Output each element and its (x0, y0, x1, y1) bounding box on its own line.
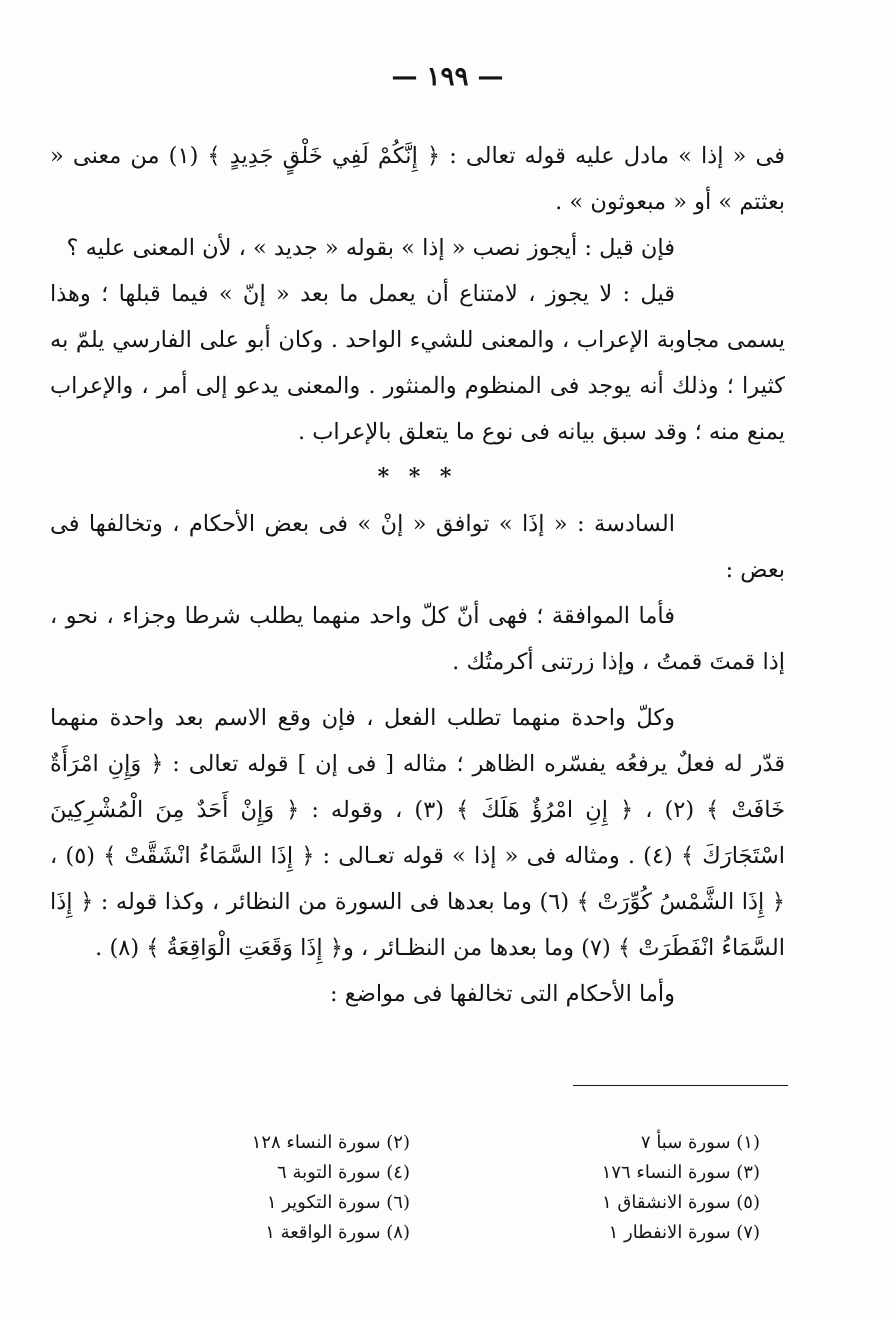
footnote: (٦) سورة التكوير ١ (266, 1192, 410, 1213)
paragraph: وأما الأحكام التى تخالفها فى مواضع : (330, 981, 675, 1007)
section-divider: * * * (377, 464, 458, 490)
footnote: (٢) سورة النساء ١٢٨ (251, 1132, 410, 1153)
footnote: (٤) سورة التوبة ٦ (277, 1162, 410, 1183)
footnote: (٣) سورة النساء ١٧٦ (601, 1162, 760, 1183)
footnote-rule (573, 1085, 788, 1086)
paragraph: قيل : لا يجوز ، لامتناع أن يعمل ما بعد « إنّ » فيما قبلها ؛ وهذا يسمى مجاوبة الإعراب ، والمعنى للشيء الواحد . وكان أبو على الفارسي يلمّ به كثيرا ؛ وذلك أنه يوجد فى المنظوم والمنثور . والمعنى يدعو إلى أمر ، والإعراب يمنع منه ؛ وقد سبق بيانه فى نوع ما يتعلق بالإعراب . (50, 281, 785, 445)
footnote: (٧) سورة الانفطار ١ (608, 1222, 760, 1243)
paragraph: فأما الموافقة ؛ فهى أنّ كلّ واحد منهما يطلب شرطا وجزاء ، نحو ، إذا قمتَ قمتُ ، وإذا زرتنى أكرمتُك . (50, 603, 785, 675)
paragraph: فإن قيل : أيجوز نصب « إذا » بقوله « جديد » ، لأن المعنى عليه ؟ (66, 235, 675, 261)
footnote: (٨) سورة الواقعة ١ (265, 1222, 410, 1243)
footnotes-column-right (530, 1128, 760, 1248)
paragraph: فى « إذا » مادل عليه قوله تعالى : ﴿ إِنَّكُمْ لَفِي خَلْقٍ جَدِيدٍ ﴾ (١) من معنى « بعثتم » أو « مبعوثون » . (50, 143, 785, 215)
main-text (50, 133, 785, 1017)
paragraph: وكلّ واحدة منهما تطلب الفعل ، فإن وقع الاسم بعد واحدة منهما قدّر له فعلٌ يرفعُه يفسّره الظاهر ؛ مثاله [ فى إن ] قوله تعالى : ﴿ وَإِنِ امْرَأَةٌ خَافَتْ ﴾ (٢) ، ﴿ إِنِ امْرُؤٌ هَلَكَ ﴾ (٣) ، وقوله : ﴿ وَإِنْ أَحَدٌ مِنَ الْمُشْرِكِينَ اسْتَجَارَكَ ﴾ (٤) . ومثاله فى « إذا » قوله تعـالى : ﴿ إِذَا السَّمَاءُ انْشَقَّتْ ﴾ (٥) ، ﴿ إِذَا الشَّمْسُ كُوِّرَتْ ﴾ (٦) وما بعدها فى السورة من النظائر ، وكذا قوله : ﴿ إِذَا السَّمَاءُ انْفَطَرَتْ ﴾ (٧) وما بعدها من النظـائر ، و﴿ إِذَا وَقَعَتِ الْوَاقِعَةُ ﴾ (٨) . (50, 705, 785, 961)
page-number: — ١٩٩ — (391, 62, 504, 92)
footnotes-column-left (180, 1128, 410, 1248)
footnote: (١) سورة سبأ ٧ (640, 1132, 760, 1153)
paragraph: السادسة : « إذَا » توافق « إنْ » فى بعض الأحكام ، وتخالفها فى بعض : (50, 511, 785, 583)
footnote: (٥) سورة الانشقاق ١ (602, 1192, 760, 1213)
